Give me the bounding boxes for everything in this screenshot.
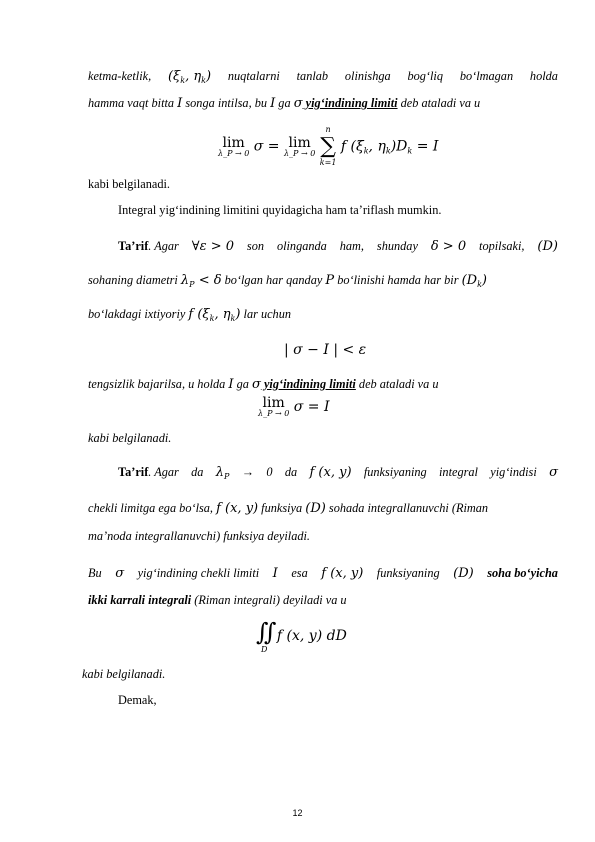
- text-word: da: [284, 465, 298, 479]
- paragraph-line: Integral yig‘indining limitini quyidagicha ham ta’riflash mumkin.: [118, 203, 442, 217]
- math-inline: I: [270, 96, 276, 111]
- math-inline: δ > 0: [430, 239, 467, 254]
- text-span: . Agar: [148, 239, 179, 253]
- text-word: esa: [291, 566, 308, 580]
- formula-inequality: | σ − I | < ε: [284, 342, 367, 358]
- text-span: tengsizlik bajarilsa, u holda: [88, 377, 229, 391]
- text-span: chekli limitga ega bo‘lsa,: [88, 501, 217, 515]
- math-inline: σ: [115, 566, 125, 581]
- text-word: →: [241, 465, 255, 479]
- math-inline: f (x, y): [216, 501, 259, 516]
- text-word: funksiyaning: [376, 566, 440, 580]
- definition-line: [88, 306, 558, 327]
- math-inline: (D): [537, 239, 558, 254]
- text-word: olinishga: [344, 69, 391, 83]
- math-inline: $\lambda_P$: [215, 465, 230, 481]
- text-span: ga: [275, 96, 294, 110]
- definition-line: [88, 272, 558, 293]
- text-word: son: [246, 239, 265, 253]
- text-span: deb ataladi va u: [397, 96, 481, 110]
- text-word: funksiyaning: [363, 465, 427, 479]
- math-inline: f ($\xi_k$, $\eta_k$): [188, 307, 241, 323]
- text-span: ga: [233, 377, 252, 391]
- math-inline: σ: [549, 465, 558, 480]
- math-inline: P: [325, 273, 335, 288]
- math-inline: f (x, y): [321, 566, 364, 581]
- term-highlight: yig‘indining limiti: [260, 377, 356, 391]
- formula-limit: lim λ_P → 0 σ = I: [258, 395, 330, 418]
- math-inline: f (x, y): [309, 465, 352, 480]
- formula-double-integral: ∬ D f (x, y) dD: [256, 618, 347, 654]
- math-inline: ∀ε > 0: [191, 239, 234, 254]
- definition-title: Ta’rif: [118, 465, 149, 479]
- formula-limit-sum: lim λ_P → 0 σ = lim λ_P → 0 n ∑ k=1 f ($\xi_k$, $\eta_k)D_k = I$: [218, 125, 439, 167]
- text-word: tanlab: [296, 69, 329, 83]
- paragraph-line: [88, 592, 558, 608]
- paragraph-line: [88, 68, 558, 89]
- math-inline: ($\xi_k$, $\eta_k$): [167, 69, 212, 85]
- paragraph-line: [88, 565, 558, 582]
- text-span: bo‘linishi hamda har bir: [334, 273, 462, 287]
- definition-line: [118, 464, 558, 485]
- math-inline: I: [177, 96, 183, 111]
- text-word: ketma-ketlik,: [88, 69, 152, 83]
- math-inline: (D): [305, 501, 326, 516]
- paragraph-line: [88, 95, 558, 112]
- text-word: holda: [529, 69, 558, 83]
- text-word: ham,: [339, 239, 364, 253]
- text-span: funksiya: [258, 501, 306, 515]
- page-number: 12: [292, 808, 303, 818]
- text-span: . Agar: [148, 465, 179, 479]
- term-highlight: yig‘indining limiti: [302, 96, 398, 110]
- term-highlight: ikki karrali integrali: [88, 593, 192, 607]
- text-word: 0: [266, 465, 273, 479]
- text-word: nuqtalarni: [227, 69, 280, 83]
- math-inline: I: [272, 566, 278, 581]
- text-span: hamma vaqt bitta: [88, 96, 178, 110]
- term-highlight: soha bo‘yicha: [487, 566, 558, 580]
- text-span: sohaning diametri: [88, 273, 181, 287]
- math-inline: σ: [252, 377, 261, 392]
- text-word: olinganda: [276, 239, 327, 253]
- text-span: sohada integrallanuvchi (Riman: [325, 501, 489, 515]
- text-word: integral: [439, 465, 478, 479]
- definition-line: [118, 238, 558, 255]
- text-span: bo‘lgan har qanday: [221, 273, 326, 287]
- text-word: bo‘lmagan: [459, 69, 514, 83]
- math-inline: $\lambda_P < \delta$: [180, 273, 222, 289]
- definition-line: [88, 500, 558, 517]
- math-inline: I: [228, 377, 234, 392]
- definition-line: [88, 376, 558, 393]
- paragraph-line: kabi belgilanadi.: [88, 431, 172, 445]
- text-word: da: [191, 465, 204, 479]
- text-span: lar uchun: [240, 307, 292, 321]
- text-span: deb ataladi va u: [355, 377, 439, 391]
- text-span: songa intilsa, bu: [182, 96, 271, 110]
- text-word: yig‘indisi: [490, 465, 537, 479]
- math-inline: $(D_k)$: [461, 273, 487, 289]
- paragraph-line: kabi belgilanadi.: [88, 177, 170, 191]
- definition-title: Ta’rif: [118, 239, 149, 253]
- definition-line: ma’noda integrallanuvchi) funksiya deyiladi.: [88, 529, 310, 543]
- text-word: bog‘liq: [407, 69, 443, 83]
- text-span: bo‘lakdagi ixtiyoriy: [88, 307, 189, 321]
- paragraph-line: kabi belgilanadi.: [82, 667, 166, 681]
- text-span: (Riman integrali) deyiladi va u: [191, 593, 347, 607]
- math-inline: σ: [293, 96, 303, 111]
- text-span: yig‘indining chekli limiti: [137, 566, 260, 580]
- text-word: Bu: [88, 566, 102, 580]
- text-word: shunday: [376, 239, 418, 253]
- paragraph-line: Demak,: [118, 693, 157, 707]
- math-inline: (D): [453, 566, 474, 581]
- text-word: topilsaki,: [479, 239, 525, 253]
